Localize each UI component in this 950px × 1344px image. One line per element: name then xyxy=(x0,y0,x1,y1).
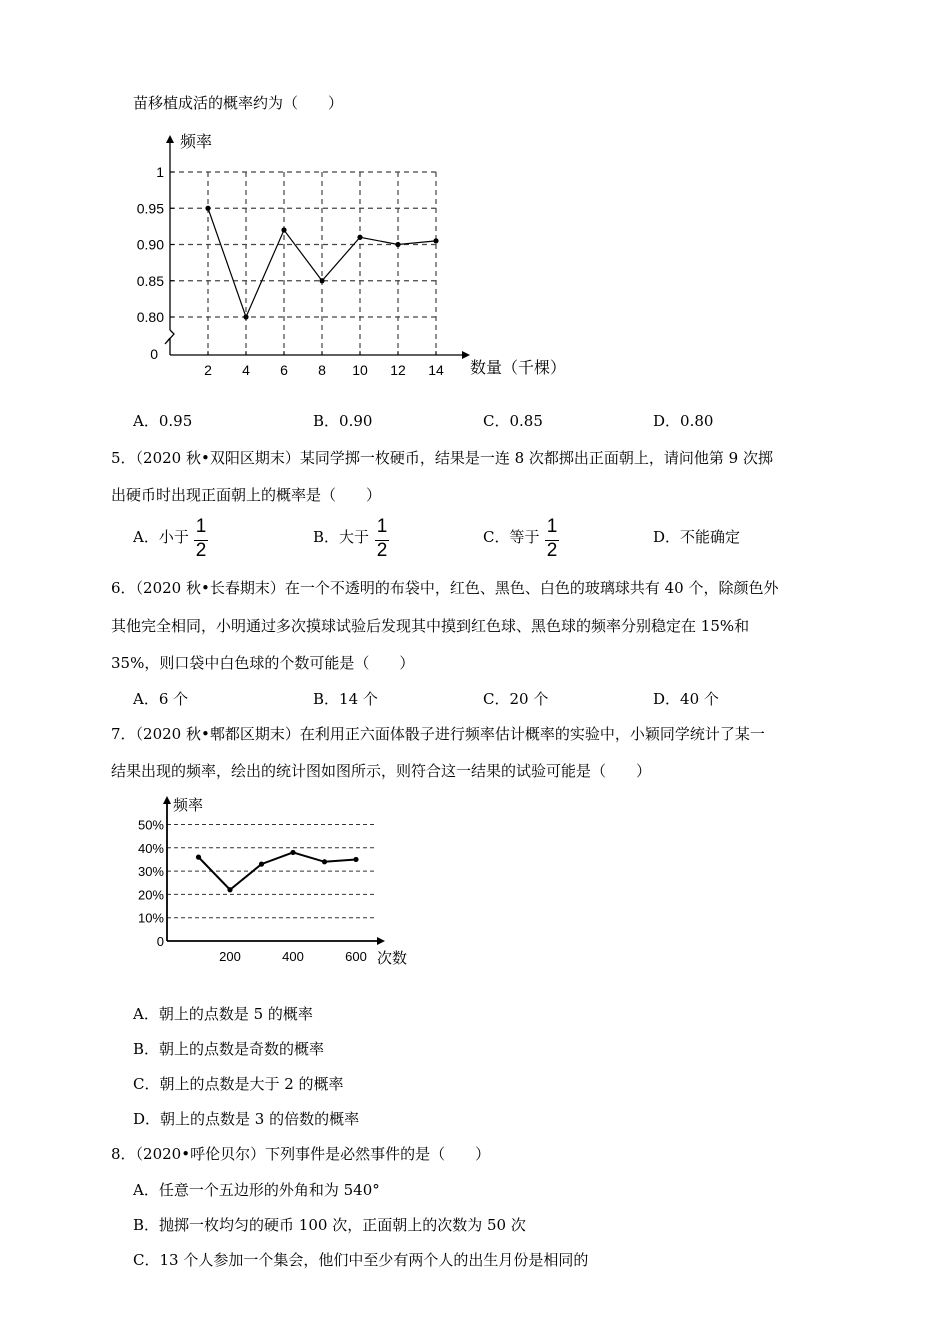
q7-option-b[interactable]: B．朝上的点数是奇数的概率 xyxy=(133,1040,325,1058)
x-axis-title: 次数 xyxy=(377,950,408,967)
y-tick-label: 0.90 xyxy=(136,236,164,253)
x-tick-label: 600 xyxy=(345,949,367,964)
q6-stem-line3: 35%，则口袋中白色球的个数可能是（ ） xyxy=(111,654,415,672)
y-axis-title: 频率 xyxy=(180,134,213,151)
q4-stem-tail: 苗移植成活的概率约为（ ） xyxy=(133,94,344,112)
x-axis-arrow xyxy=(377,937,385,945)
y-tick-label: 0.80 xyxy=(136,309,164,325)
x-tick-label: 200 xyxy=(219,949,241,964)
data-point xyxy=(357,235,362,240)
y-axis-title: 频率 xyxy=(173,797,204,814)
data-point xyxy=(196,855,201,860)
y-tick-label: 50% xyxy=(137,817,164,833)
q5-option-c[interactable]: C．等于 xyxy=(483,528,540,546)
x-tick-label: 12 xyxy=(390,362,406,378)
y-tick-label: 20% xyxy=(137,887,164,903)
data-point xyxy=(290,850,295,855)
fraction-denominator: 2 xyxy=(546,540,558,561)
fraction-denominator: 2 xyxy=(195,540,207,561)
q4-option-d[interactable]: D．0.80 xyxy=(653,412,714,430)
x-axis-arrow xyxy=(462,351,470,359)
y-tick-label: 40% xyxy=(137,840,164,856)
data-point xyxy=(395,242,400,247)
q8-option-c[interactable]: C．13 个人参加一个集会，他们中至少有两个人的出生月份是相同的 xyxy=(133,1251,589,1269)
y-axis-arrow xyxy=(163,796,171,804)
q4-frequency-chart xyxy=(130,120,600,390)
x-tick-label: 2 xyxy=(204,362,212,378)
q6-stem-line1: 6．（2020 秋•长春期末）在一个不透明的布袋中，红色、黑色、白色的玻璃球共有 40 个，除颜色外 xyxy=(111,579,779,597)
q8-option-a[interactable]: A．任意一个五边形的外角和为 540° xyxy=(133,1181,380,1199)
q7-frequency-chart xyxy=(120,790,420,970)
data-point xyxy=(205,206,210,211)
origin-label: 0 xyxy=(150,346,158,362)
y-axis-arrow xyxy=(166,135,174,143)
q7-option-d[interactable]: D．朝上的点数是 3 的倍数的概率 xyxy=(133,1110,360,1128)
data-point xyxy=(433,238,438,243)
y-tick-label: 1 xyxy=(156,164,164,180)
y-tick-label: 10% xyxy=(137,910,164,926)
y-tick-label: 0.95 xyxy=(136,200,164,217)
q7-option-c[interactable]: C．朝上的点数是大于 2 的概率 xyxy=(133,1075,344,1093)
x-tick-label: 400 xyxy=(282,949,304,964)
fraction-numerator: 1 xyxy=(195,516,207,537)
q6-option-a[interactable]: A．6 个 xyxy=(133,690,189,708)
x-axis-title: 数量（千棵） xyxy=(470,360,567,377)
q6-stem-line2: 其他完全相同，小明通过多次摸球试验后发现其中摸到红色球、黑色球的频率分别稳定在 15%和 xyxy=(111,617,750,635)
y-tick-label: 0 xyxy=(156,934,164,949)
q7-stem-line1: 7．（2020 秋•郫都区期末）在利用正六面体骰子进行频率估计概率的实验中，小颖同学统计了某一 xyxy=(111,725,765,743)
q7-option-a[interactable]: A．朝上的点数是 5 的概率 xyxy=(133,1005,313,1023)
fraction-numerator: 1 xyxy=(376,516,388,537)
series-line xyxy=(199,852,357,889)
q6-option-c[interactable]: C．20 个 xyxy=(483,690,549,708)
q5-stem-line2: 出硬币时出现正面朝上的概率是（ ） xyxy=(111,486,382,504)
data-point xyxy=(281,227,286,232)
q8-option-b[interactable]: B．抛掷一枚均匀的硬币 100 次，正面朝上的次数为 50 次 xyxy=(133,1216,526,1234)
fraction-denominator: 2 xyxy=(376,540,388,561)
q5-option-a[interactable]: A．小于 xyxy=(133,528,189,546)
q5-option-d[interactable]: D．不能确定 xyxy=(653,528,741,546)
fraction-numerator: 1 xyxy=(546,516,558,537)
q6-option-d[interactable]: D．40 个 xyxy=(653,690,719,708)
data-point xyxy=(322,859,327,864)
q8-stem-line1: 8．（2020•呼伦贝尔）下列事件是必然事件的是（ ） xyxy=(111,1145,491,1163)
x-tick-label: 14 xyxy=(428,362,444,378)
q7-stem-line2: 结果出现的频率，绘出的统计图如图所示，则符合这一结果的试验可能是（ ） xyxy=(111,762,652,780)
y-tick-label: 30% xyxy=(137,864,164,880)
q5-stem-line1: 5．（2020 秋•双阳区期末）某同学掷一枚硬币，结果是一连 8 次都掷出正面朝上，请问他第 9 次掷 xyxy=(111,449,773,467)
x-tick-label: 6 xyxy=(280,362,288,378)
q4-option-b[interactable]: B．0.90 xyxy=(313,412,373,430)
data-point xyxy=(259,862,264,867)
data-point xyxy=(227,887,232,892)
q6-option-b[interactable]: B．14 个 xyxy=(313,690,378,708)
data-point xyxy=(353,857,358,862)
q5-option-b[interactable]: B．大于 xyxy=(313,528,370,546)
x-tick-label: 10 xyxy=(352,362,368,378)
data-point xyxy=(243,314,248,319)
q4-option-a[interactable]: A．0.95 xyxy=(133,412,193,430)
x-tick-label: 8 xyxy=(318,362,326,378)
q4-option-c[interactable]: C．0.85 xyxy=(483,412,543,430)
x-tick-label: 4 xyxy=(242,362,250,378)
data-point xyxy=(319,278,324,283)
y-tick-label: 0.85 xyxy=(136,272,164,289)
